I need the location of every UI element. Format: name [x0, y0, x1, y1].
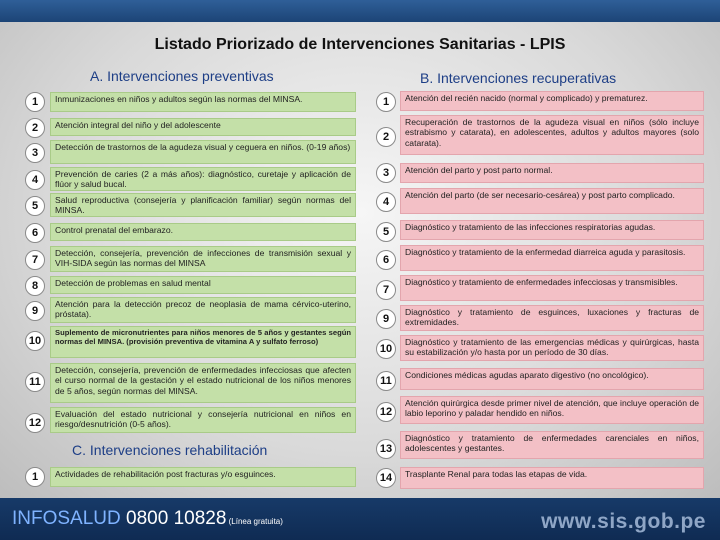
list-item: Atención del parto y post parto normal.	[400, 163, 704, 183]
list-item: Diagnóstico y tratamiento de las emergencias médicas y quirúrgicas, hasta su estabilización y/o hasta por un período de 30 días.	[400, 335, 704, 361]
item-number: 3	[25, 143, 45, 163]
item-number: 10	[25, 331, 45, 351]
item-number: 12	[376, 402, 396, 422]
list-item: Salud reproductiva (consejería y planificación familiar) según normas del MINSA.	[50, 193, 356, 217]
phone-number: 0800 10828	[120, 508, 227, 529]
item-number: 7	[376, 280, 396, 300]
item-number: 9	[25, 301, 45, 321]
item-number: 5	[376, 222, 396, 242]
list-item: Prevención de caries (2 a más años): diagnóstico, curetaje y aplicación de flúor y salud bucal.	[50, 167, 356, 191]
list-item: Trasplante Renal para todas las etapas de vida.	[400, 467, 704, 489]
list-item: Evaluación del estado nutricional y consejería nutricional en niños en riesgo/desnutrición (0-5 años).	[50, 407, 356, 433]
item-number: 2	[25, 118, 45, 138]
item-number: 11	[25, 372, 45, 392]
list-item: Atención para la detección precoz de neoplasia de mama cérvico-uterino, próstata).	[50, 297, 356, 323]
item-number: 11	[376, 371, 396, 391]
item-number: 5	[25, 196, 45, 216]
item-number: 13	[376, 439, 396, 459]
item-number: 2	[376, 127, 396, 147]
list-item: Atención quirúrgica desde primer nivel de atención, que incluye operación de labio leporino y paladar hendido en niños.	[400, 396, 704, 424]
item-number: 6	[376, 250, 396, 270]
slide-title: Listado Priorizado de Intervenciones Sanitarias - LPIS	[154, 36, 566, 53]
section-c-title: C. Intervenciones rehabilitación	[72, 442, 268, 458]
top-bar	[0, 0, 720, 22]
list-item: Atención del parto (de ser necesario-cesárea) y post parto complicado.	[400, 188, 704, 214]
item-number: 3	[376, 163, 396, 183]
item-number: 1	[376, 92, 396, 112]
list-item: Diagnóstico y tratamiento de enfermedades carenciales en niños, adolescentes y gestantes.	[400, 431, 704, 459]
section-a-title: A. Intervenciones preventivas	[90, 68, 274, 84]
item-number: 7	[25, 250, 45, 270]
brand-name: INFOSALUD	[12, 508, 121, 529]
item-number: 4	[376, 192, 396, 212]
item-number: 14	[376, 468, 396, 488]
section-b-title: B. Intervenciones recuperativas	[420, 70, 617, 86]
list-item: Actividades de rehabilitación post fracturas y/o esguinces.	[50, 467, 356, 487]
list-item: Recuperación de trastornos de la agudeza visual en niños (sólo incluye estrabismo y catarata), en adolescentes, adultos y adultos mayores (solo catarata).	[400, 115, 704, 155]
list-item: Diagnóstico y tratamiento de esguinces, luxaciones y fracturas de extremidades.	[400, 305, 704, 331]
list-item: Detección, consejería, prevención de infecciones de transmisión sexual y VIH-SIDA según las normas del MINSA	[50, 246, 356, 272]
list-item: Detección de problemas en salud mental	[50, 276, 356, 294]
item-number: 12	[25, 413, 45, 433]
list-item: Control prenatal del embarazo.	[50, 223, 356, 241]
list-item: Detección, consejería, prevención de enfermedades infecciosas que afecten el curso normal de la gestación y el estado nutricional de los niños menores de 5 años, según normas del MINSA.	[50, 363, 356, 403]
item-number: 1	[25, 467, 45, 487]
item-number: 1	[25, 92, 45, 112]
website-url[interactable]: www.sis.gob.pe	[541, 510, 706, 533]
item-number: 10	[376, 339, 396, 359]
list-item: Suplemento de micronutrientes para niños menores de 5 años y gestantes según normas del MINSA. (provisión preventiva de vitamina A y sulfato ferroso)	[50, 326, 356, 358]
list-item: Condiciones médicas agudas aparato digestivo (no oncológico).	[400, 368, 704, 390]
item-number: 6	[25, 223, 45, 243]
list-item: Atención integral del niño y del adolescente	[50, 118, 356, 136]
item-number: 9	[376, 309, 396, 329]
list-item: Detección de trastornos de la agudeza visual y ceguera en niños. (0-19 años)	[50, 140, 356, 164]
infosalud-hotline	[12, 508, 283, 530]
free-line-note: (Línea gratuita)	[226, 517, 283, 526]
list-item: Inmunizaciones en niños y adultos según las normas del MINSA.	[50, 92, 356, 112]
item-number: 4	[25, 170, 45, 190]
item-number: 8	[25, 276, 45, 296]
list-item: Diagnóstico y tratamiento de las infecciones respiratorias agudas.	[400, 220, 704, 240]
list-item: Diagnóstico y tratamiento de enfermedades infecciosas y transmisibles.	[400, 275, 704, 301]
list-item: Atención del recién nacido (normal y complicado) y prematurez.	[400, 91, 704, 111]
list-item: Diagnóstico y tratamiento de la enfermedad diarreica aguda y parasitosis.	[400, 245, 704, 271]
